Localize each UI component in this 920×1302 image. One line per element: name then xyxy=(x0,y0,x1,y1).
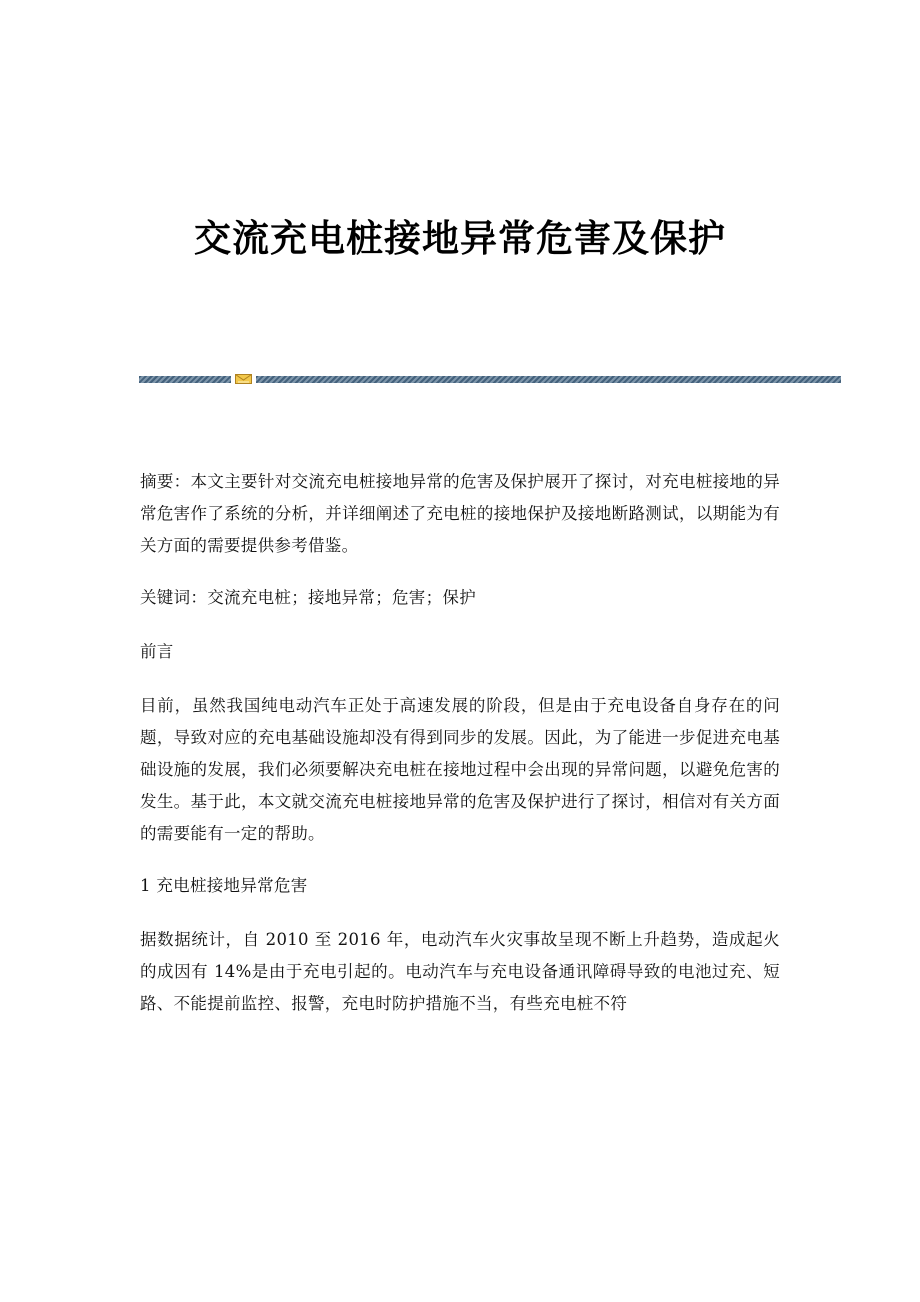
preface-paragraph: 目前，虽然我国纯电动汽车正处于高速发展的阶段，但是由于充电设备自身存在的问题，导致对应的充电基础设施却没有得到同步的发展。因此，为了能进一步促进充电基础设施的发展，我们必须要解决充电桩在接地过程中会出现的异常问题，以避免危害的发生。基于此，本文就交流充电桩接地异常的危害及保护进行了探讨，相信对有关方面的需要能有一定的帮助。 xyxy=(140,696,780,843)
divider-bar-right xyxy=(256,376,841,383)
title-divider xyxy=(139,373,841,385)
section-1-paragraph: 据数据统计，自 2010 至 2016 年，电动汽车火灾事故呈现不断上升趋势，造成起火的成因有 14%是由于充电引起的。电动汽车与充电设备通讯障碍导致的电池过充、短路、不能提前监控、报警，充电时防护措施不当，有些充电桩不符 xyxy=(140,930,780,1013)
preface-heading: 前言 xyxy=(140,642,174,661)
document-title: 交流充电桩接地异常危害及保护 xyxy=(194,216,726,260)
abstract-paragraph: 摘要：本文主要针对交流充电桩接地异常的危害及保护展开了探讨，对充电桩接地的异常危害作了系统的分析，并详细阐述了充电桩的接地保护及接地断路测试，以期能为有关方面的需要提供参考借鉴。 xyxy=(140,472,780,555)
envelope-ornament-icon xyxy=(235,373,252,385)
document-body xyxy=(140,466,780,1040)
keywords-paragraph: 关键词：交流充电桩；接地异常；危害；保护 xyxy=(140,588,476,607)
section-1-heading: 1 充电桩接地异常危害 xyxy=(140,876,308,895)
divider-bar-left xyxy=(139,376,231,383)
